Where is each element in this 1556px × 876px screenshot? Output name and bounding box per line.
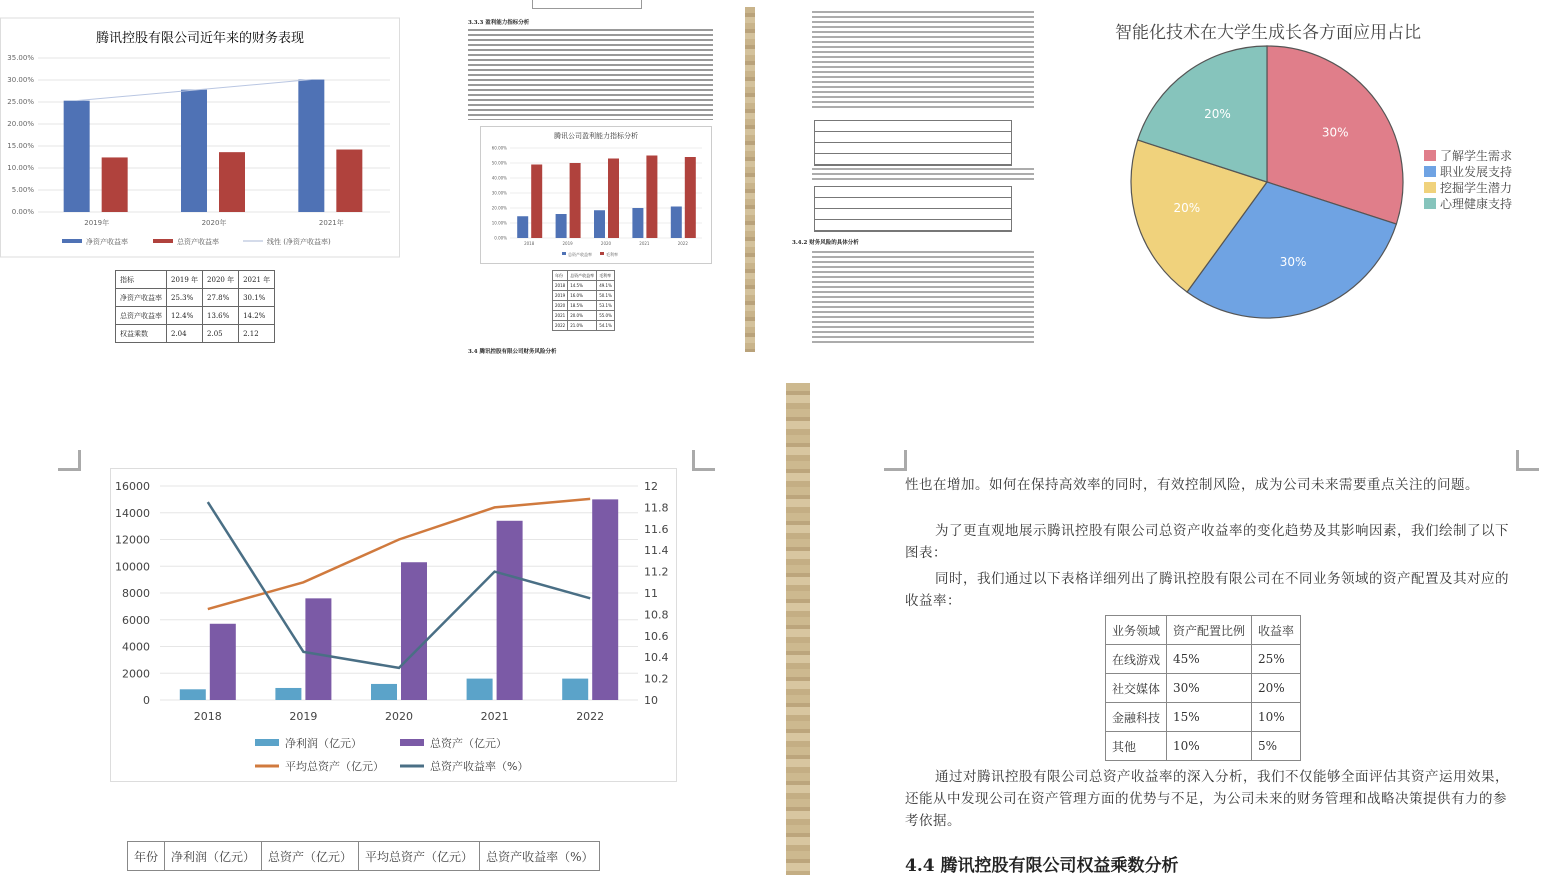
table-row bbox=[1106, 703, 1301, 732]
crop-mark bbox=[58, 450, 81, 471]
y2-tick-label: 11.2 bbox=[644, 565, 669, 579]
y-tick-label: 10.00% bbox=[491, 220, 507, 226]
th-year: 年份 bbox=[128, 842, 165, 871]
cell: 总资产收益率 bbox=[116, 307, 167, 325]
legend-swatch-roe bbox=[62, 239, 82, 243]
y2-tick-label: 11.6 bbox=[644, 522, 669, 536]
legend-label: 职业发展支持 bbox=[1440, 165, 1513, 179]
wood-divider-top bbox=[745, 7, 755, 352]
x-tick-label: 2019年 bbox=[84, 219, 110, 227]
cell: 21.0% bbox=[568, 321, 597, 331]
y-tick-label: 35.00% bbox=[7, 54, 34, 62]
cell: 30% bbox=[1167, 674, 1252, 703]
cell: 12.4% bbox=[167, 307, 203, 325]
table-row bbox=[553, 291, 615, 301]
cell: 其他 bbox=[1106, 732, 1167, 761]
th-net-profit: 净利润（亿元） bbox=[165, 842, 262, 871]
y-tick-label: 30.00% bbox=[491, 190, 507, 196]
cell: 49.1% bbox=[597, 281, 615, 291]
y2-tick-label: 10 bbox=[644, 694, 658, 707]
y-tick-label: 2000 bbox=[122, 667, 150, 681]
page-header-box bbox=[532, 0, 642, 9]
bar bbox=[517, 216, 528, 238]
legend-swatch bbox=[1424, 198, 1436, 209]
legend-swatch-roa2 bbox=[562, 252, 566, 255]
bar-total-assets bbox=[210, 624, 236, 700]
legend-roa-pct: 总资产收益率（%） bbox=[430, 760, 529, 773]
paragraph-1: 性也在增加。如何在保持高效率的同时，有效控制风险，成为公司未来需要重点关注的问题。 bbox=[905, 477, 1479, 493]
y-tick-label: 25.00% bbox=[7, 98, 34, 106]
y-tick-label: 15.00% bbox=[7, 142, 34, 150]
bar-roe bbox=[64, 101, 90, 212]
table-row bbox=[553, 301, 615, 311]
cell: 10% bbox=[1252, 703, 1301, 732]
cell: 5% bbox=[1252, 732, 1301, 761]
x-tick-label: 2020 bbox=[600, 241, 612, 246]
x-tick-label: 2020年 bbox=[201, 219, 227, 227]
cell: 2.04 bbox=[167, 325, 203, 343]
legend-net-profit: 净利润（亿元） bbox=[285, 737, 362, 750]
chart-roa-combo bbox=[110, 468, 678, 783]
x-tick-label: 2018 bbox=[193, 710, 222, 723]
cell: 2.05 bbox=[203, 325, 239, 343]
cell: 10% bbox=[1167, 732, 1252, 761]
cell: 2019 bbox=[553, 291, 568, 301]
chart-financial-performance bbox=[0, 0, 400, 258]
x-tick-label: 2019 bbox=[289, 710, 318, 723]
cell: 净资产收益率 bbox=[116, 289, 167, 307]
crop-mark bbox=[692, 450, 715, 471]
cell: 45% bbox=[1167, 645, 1252, 674]
cell: 16.0% bbox=[568, 291, 597, 301]
x-tick-label: 2021年 bbox=[318, 219, 344, 227]
th-2021: 2021 年 bbox=[239, 271, 275, 289]
bar-roa bbox=[102, 157, 128, 212]
th-business: 业务领域 bbox=[1106, 616, 1167, 645]
pie-value-label: 30% bbox=[1279, 255, 1307, 270]
y-tick-label: 50.00% bbox=[491, 160, 507, 166]
x-tick-label: 2019 bbox=[562, 241, 573, 246]
y-tick-label: 0.00% bbox=[11, 208, 34, 216]
section-heading-44: 4.4 腾讯控股有限公司权益乘数分析 bbox=[905, 856, 1179, 876]
th-metric: 指标 bbox=[116, 271, 167, 289]
cell: 50.1% bbox=[597, 291, 615, 301]
y2-tick-label: 11 bbox=[644, 587, 658, 600]
cell: 27.8% bbox=[203, 289, 239, 307]
legend2-roa: 总资产收益率 bbox=[568, 252, 592, 257]
bar bbox=[632, 208, 643, 238]
y-tick-label: 20.00% bbox=[491, 205, 507, 211]
cell: 权益乘数 bbox=[116, 325, 167, 343]
paragraph-3: 同时，我们通过以下表格详细列出了腾讯控股有限公司在不同业务领域的资产配置及其对应的收益率： bbox=[905, 571, 1509, 609]
x-tick-label: 2022 bbox=[677, 241, 688, 246]
legend-swatch bbox=[1424, 150, 1436, 161]
table-row bbox=[1106, 645, 1301, 674]
bar-net-profit bbox=[562, 679, 588, 700]
legend-swatch-roa bbox=[153, 239, 173, 243]
th-return: 收益率 bbox=[1252, 616, 1301, 645]
cell: 54.1% bbox=[597, 321, 615, 331]
th-allocation: 资产配置比例 bbox=[1167, 616, 1252, 645]
y-tick-label: 4000 bbox=[122, 640, 150, 654]
chart2-title: 腾讯公司盈利能力指标分析 bbox=[554, 132, 638, 140]
legend-label: 挖掘学生潜力 bbox=[1440, 181, 1513, 195]
bar-roa bbox=[219, 152, 245, 212]
wood-divider-bottom bbox=[786, 383, 810, 875]
x-tick-label: 2018 bbox=[524, 241, 535, 246]
section-heading-333: 3.3.3 盈利能力指标分析 bbox=[468, 20, 530, 26]
table-row bbox=[1106, 674, 1301, 703]
bar-roe bbox=[298, 80, 324, 212]
bar-total-assets bbox=[305, 598, 331, 700]
y2-tick-label: 10.4 bbox=[644, 651, 669, 665]
x-tick-label: 2022 bbox=[576, 710, 605, 723]
bar-roa bbox=[336, 150, 362, 212]
cell: 30.1% bbox=[239, 289, 275, 307]
cell: 年份 bbox=[553, 271, 568, 281]
th-total-assets: 总资产（亿元） bbox=[262, 842, 359, 871]
paragraph-2: 为了更直观地展示腾讯控股有限公司总资产收益率的变化趋势及其影响因素，我们绘制了以下图表： bbox=[905, 523, 1509, 561]
y2-tick-label: 10.2 bbox=[644, 672, 669, 686]
chart-pie-ai-usage bbox=[1046, 0, 1556, 340]
cell: 2020 bbox=[553, 301, 568, 311]
cell: 20% bbox=[1252, 674, 1301, 703]
bar bbox=[594, 210, 605, 238]
table-row bbox=[116, 325, 275, 343]
panel-profitability-page bbox=[460, 0, 720, 355]
y2-tick-label: 11.8 bbox=[644, 501, 669, 515]
body-text-block bbox=[812, 10, 1034, 110]
legend-swatch-gm bbox=[600, 252, 604, 255]
section-heading-34: 3.4 腾讯控股有限公司财务风险分析 bbox=[468, 349, 557, 355]
pie-value-label: 30% bbox=[1321, 125, 1349, 140]
table-row bbox=[553, 281, 615, 291]
y-tick-label: 0 bbox=[143, 694, 150, 707]
y-tick-label: 40.00% bbox=[491, 175, 507, 181]
cell: 53.1% bbox=[597, 301, 615, 311]
cell: 20.0% bbox=[568, 311, 597, 321]
cell: 2022 bbox=[553, 321, 568, 331]
bar-net-profit bbox=[467, 679, 493, 700]
bar-total-assets bbox=[497, 521, 523, 700]
th-2020: 2020 年 bbox=[203, 271, 239, 289]
th-2019: 2019 年 bbox=[167, 271, 203, 289]
legend-total-assets: 总资产（亿元） bbox=[430, 737, 507, 750]
th-avg-assets: 平均总资产（亿元） bbox=[359, 842, 480, 871]
legend-roa: 总资产收益率 bbox=[177, 238, 219, 246]
crop-mark bbox=[884, 450, 907, 471]
x-tick-label: 2021 bbox=[639, 241, 650, 246]
bar bbox=[531, 165, 542, 239]
cell: 2018 bbox=[553, 281, 568, 291]
th-roa: 总资产收益率（%） bbox=[480, 842, 600, 871]
bar bbox=[556, 214, 567, 238]
legend-roe: 净资产收益率 bbox=[86, 238, 128, 246]
y-tick-label: 30.00% bbox=[7, 76, 34, 84]
bar-net-profit bbox=[275, 688, 301, 700]
risk-table-2 bbox=[814, 186, 1012, 232]
pie-value-label: 20% bbox=[1204, 106, 1231, 121]
bar bbox=[608, 159, 619, 239]
y-tick-label: 16000 bbox=[115, 480, 150, 493]
chart-profitability bbox=[480, 126, 712, 264]
legend-avg-assets: 平均总资产（亿元） bbox=[285, 760, 384, 773]
legend-swatch bbox=[1424, 166, 1436, 177]
bar bbox=[570, 163, 581, 238]
y-tick-label: 6000 bbox=[122, 613, 150, 627]
y-tick-label: 60.00% bbox=[491, 145, 507, 151]
bar-net-profit bbox=[371, 684, 397, 700]
pie-value-label: 20% bbox=[1173, 201, 1201, 216]
cell: 14.5% bbox=[568, 281, 597, 291]
cell: 毛利率 bbox=[597, 271, 615, 281]
table-row bbox=[1106, 732, 1301, 761]
y-tick-label: 0.00% bbox=[494, 235, 507, 241]
cell: 25% bbox=[1252, 645, 1301, 674]
table-business-allocation bbox=[1105, 615, 1301, 761]
y-tick-label: 20.00% bbox=[7, 120, 34, 128]
bar-net-profit bbox=[180, 689, 206, 700]
legend-swatch-total-assets bbox=[400, 739, 424, 746]
body-text-block bbox=[468, 28, 713, 120]
y2-tick-label: 12 bbox=[644, 480, 658, 493]
x-tick-label: 2020 bbox=[385, 710, 413, 723]
legend-trend: 线性 (净资产收益率) bbox=[267, 238, 331, 246]
table-row bbox=[116, 307, 275, 325]
bar-total-assets bbox=[592, 499, 618, 700]
legend2-gm: 毛利率 bbox=[606, 252, 618, 257]
panel-risk-page bbox=[792, 0, 1038, 355]
cell: 金融科技 bbox=[1106, 703, 1167, 732]
bar-roe bbox=[181, 90, 207, 212]
legend-swatch bbox=[1424, 182, 1436, 193]
y2-tick-label: 10.6 bbox=[644, 629, 669, 643]
y2-tick-label: 11.4 bbox=[644, 544, 669, 558]
chart1-title: 腾讯控股有限公司近年来的财务表现 bbox=[95, 31, 305, 46]
y-tick-label: 8000 bbox=[122, 587, 150, 600]
body-text-block bbox=[812, 250, 1034, 345]
legend-swatch-net-profit bbox=[255, 739, 279, 746]
cell: 25.3% bbox=[167, 289, 203, 307]
cell: 社交媒体 bbox=[1106, 674, 1167, 703]
cell: 在线游戏 bbox=[1106, 645, 1167, 674]
bar bbox=[685, 157, 696, 238]
legend-label: 心理健康支持 bbox=[1440, 197, 1513, 211]
section-heading-342: 3.4.2 财务风险的具体分析 bbox=[792, 240, 859, 246]
cell: 2.12 bbox=[239, 325, 275, 343]
table-row bbox=[553, 311, 615, 321]
cell: 总资产收益率 bbox=[568, 271, 597, 281]
panel-financial-performance bbox=[0, 0, 400, 355]
bar bbox=[671, 207, 682, 239]
cell: 13.6% bbox=[203, 307, 239, 325]
bar-total-assets bbox=[401, 562, 427, 700]
bar bbox=[646, 156, 657, 239]
y2-tick-label: 10.8 bbox=[644, 608, 669, 622]
table-row bbox=[116, 289, 275, 307]
risk-table-1 bbox=[814, 120, 1012, 166]
cell: 15% bbox=[1167, 703, 1252, 732]
cell: 55.0% bbox=[597, 311, 615, 321]
legend-label: 了解学生需求 bbox=[1440, 149, 1513, 163]
table-financial-metrics bbox=[115, 270, 275, 343]
cell: 2021 bbox=[553, 311, 568, 321]
table-profitability bbox=[552, 270, 615, 331]
cell: 14.2% bbox=[239, 307, 275, 325]
crop-mark bbox=[1516, 450, 1539, 471]
pie-title: 智能化技术在大学生成长各方面应用占比 bbox=[1115, 23, 1421, 43]
table-row bbox=[553, 321, 615, 331]
y-tick-label: 12000 bbox=[115, 533, 150, 547]
table-roa-data bbox=[127, 841, 600, 871]
body-text-block bbox=[812, 167, 1034, 181]
y-tick-label: 10000 bbox=[115, 560, 150, 574]
y-tick-label: 10.00% bbox=[7, 164, 34, 172]
cell: 18.5% bbox=[568, 301, 597, 311]
x-tick-label: 2021 bbox=[480, 710, 509, 723]
paragraph-4: 通过对腾讯控股有限公司总资产收益率的深入分析，我们不仅能够全面评估其资产运用效果，还能从中发现公司在资产管理方面的优势与不足，为公司未来的财务管理和战略决策提供有力的参考依据。 bbox=[905, 769, 1509, 829]
y-tick-label: 14000 bbox=[115, 506, 150, 520]
y-tick-label: 5.00% bbox=[11, 186, 34, 194]
